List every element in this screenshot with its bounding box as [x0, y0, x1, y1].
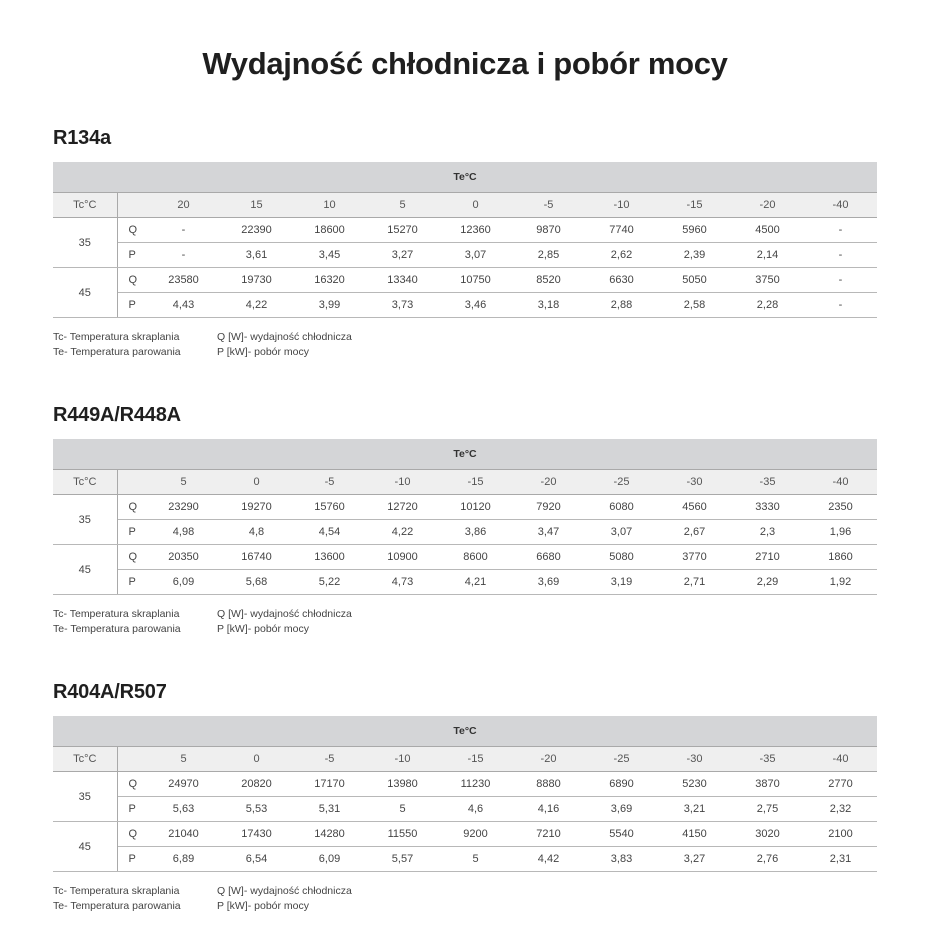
legend-te: Te- Temperatura parowania — [53, 900, 181, 912]
table-cell: 24970 — [147, 772, 220, 797]
refrigerant-section — [53, 124, 877, 360]
table-cell: - — [804, 268, 877, 293]
table-cell: 13340 — [366, 268, 439, 293]
table-cell: 5,31 — [293, 797, 366, 822]
table-cell: 17170 — [293, 772, 366, 797]
te-value-header: -40 — [804, 193, 877, 218]
table-cell: 3,61 — [220, 243, 293, 268]
table-cell: 2,75 — [731, 797, 804, 822]
table-cell: 9870 — [512, 218, 585, 243]
table-cell: 4560 — [658, 495, 731, 520]
legend-p: P [kW]- pobór mocy — [217, 900, 309, 912]
te-value-header: -30 — [658, 747, 731, 772]
table-cell: - — [147, 218, 220, 243]
metric-label: Q — [117, 218, 147, 243]
te-value-header: -25 — [585, 747, 658, 772]
metric-label: P — [117, 243, 147, 268]
table-cell: 6680 — [512, 545, 585, 570]
table-cell: 3870 — [731, 772, 804, 797]
table-cell: 1860 — [804, 545, 877, 570]
te-value-header: -15 — [439, 747, 512, 772]
te-value-header: 0 — [220, 470, 293, 495]
te-value-header: -10 — [585, 193, 658, 218]
tc-header: Tc°C — [53, 470, 117, 495]
tc-value: 45 — [53, 822, 117, 872]
legend — [53, 607, 877, 637]
table-cell: 5 — [439, 847, 512, 872]
table-cell: - — [804, 293, 877, 318]
table-cell: 8600 — [439, 545, 512, 570]
table-cell: 4,43 — [147, 293, 220, 318]
te-value-header: 0 — [439, 193, 512, 218]
table-row — [53, 797, 877, 822]
table-cell: 3,45 — [293, 243, 366, 268]
table-cell: 4,8 — [220, 520, 293, 545]
table-cell: 2,29 — [731, 570, 804, 595]
refrigerant-title: R134a — [53, 127, 111, 149]
te-header-row — [53, 439, 877, 470]
legend-te: Te- Temperatura parowania — [53, 346, 181, 358]
table-cell: 7740 — [585, 218, 658, 243]
te-value-header: 15 — [220, 193, 293, 218]
te-header-row — [53, 162, 877, 193]
tc-value: 45 — [53, 545, 117, 595]
table-cell: 2,67 — [658, 520, 731, 545]
refrigerant-title: R449A/R448A — [53, 404, 181, 426]
legend-te: Te- Temperatura parowania — [53, 623, 181, 635]
table-row — [53, 772, 877, 797]
te-header-row — [53, 716, 877, 747]
te-value-header: -40 — [804, 470, 877, 495]
table-cell: 4,22 — [366, 520, 439, 545]
table-cell: 11550 — [366, 822, 439, 847]
table-cell: - — [804, 218, 877, 243]
table-cell: - — [804, 243, 877, 268]
table-cell: 13980 — [366, 772, 439, 797]
table-cell: 8520 — [512, 268, 585, 293]
refrigerant-section — [53, 401, 877, 637]
te-value-header: -20 — [731, 193, 804, 218]
table-cell: 2350 — [804, 495, 877, 520]
table-cell: 3,46 — [439, 293, 512, 318]
table-cell: 3330 — [731, 495, 804, 520]
column-header-row — [53, 747, 877, 772]
table-cell: 3,99 — [293, 293, 366, 318]
table-cell: 3,27 — [658, 847, 731, 872]
te-value-header: -15 — [658, 193, 731, 218]
table-cell: - — [147, 243, 220, 268]
table-row — [53, 218, 877, 243]
table-cell: 6,54 — [220, 847, 293, 872]
table-cell: 10750 — [439, 268, 512, 293]
table-cell: 22390 — [220, 218, 293, 243]
table-cell: 5,63 — [147, 797, 220, 822]
legend-q: Q [W]- wydajność chłodnicza — [217, 331, 352, 343]
table-cell: 4,73 — [366, 570, 439, 595]
performance-table — [53, 162, 877, 318]
table-cell: 19270 — [220, 495, 293, 520]
metric-label: P — [117, 293, 147, 318]
tc-header: Tc°C — [53, 747, 117, 772]
te-value-header: -30 — [658, 470, 731, 495]
table-cell: 5,53 — [220, 797, 293, 822]
metric-label: Q — [117, 545, 147, 570]
table-cell: 2,88 — [585, 293, 658, 318]
table-cell: 4,22 — [220, 293, 293, 318]
table-row — [53, 268, 877, 293]
table-cell: 7210 — [512, 822, 585, 847]
legend-tc: Tc- Temperatura skraplania — [53, 885, 180, 897]
te-value-header: 5 — [147, 747, 220, 772]
metric-label: P — [117, 520, 147, 545]
te-value-header: -10 — [366, 747, 439, 772]
table-cell: 10900 — [366, 545, 439, 570]
table-cell: 2,32 — [804, 797, 877, 822]
table-cell: 4,16 — [512, 797, 585, 822]
metric-label: P — [117, 847, 147, 872]
table-cell: 8880 — [512, 772, 585, 797]
te-value-header: -10 — [366, 470, 439, 495]
table-cell: 15270 — [366, 218, 439, 243]
table-cell: 3,73 — [366, 293, 439, 318]
te-value-header: 5 — [366, 193, 439, 218]
table-cell: 16320 — [293, 268, 366, 293]
table-cell: 2,39 — [658, 243, 731, 268]
table-cell: 3,21 — [658, 797, 731, 822]
table-cell: 15760 — [293, 495, 366, 520]
table-cell: 3,07 — [439, 243, 512, 268]
table-cell: 5080 — [585, 545, 658, 570]
metric-label: P — [117, 797, 147, 822]
metric-label: Q — [117, 268, 147, 293]
te-value-header: -20 — [512, 747, 585, 772]
table-cell: 20350 — [147, 545, 220, 570]
table-row — [53, 847, 877, 872]
table-cell: 5050 — [658, 268, 731, 293]
table-cell: 1,96 — [804, 520, 877, 545]
te-value-header: 10 — [293, 193, 366, 218]
table-cell: 3,07 — [585, 520, 658, 545]
table-cell: 10120 — [439, 495, 512, 520]
legend — [53, 884, 877, 914]
table-cell: 3,69 — [585, 797, 658, 822]
table-cell: 6890 — [585, 772, 658, 797]
table-cell: 5,68 — [220, 570, 293, 595]
table-cell: 3020 — [731, 822, 804, 847]
page-title: Wydajność chłodnicza i pobór mocy — [202, 46, 728, 81]
table-cell: 2100 — [804, 822, 877, 847]
te-value-header: 0 — [220, 747, 293, 772]
table-cell: 19730 — [220, 268, 293, 293]
te-value-header: -35 — [731, 747, 804, 772]
te-header: Te°C — [53, 716, 877, 747]
table-cell: 2,31 — [804, 847, 877, 872]
table-cell: 18600 — [293, 218, 366, 243]
table-cell: 12360 — [439, 218, 512, 243]
table-cell: 20820 — [220, 772, 293, 797]
table-cell: 2,71 — [658, 570, 731, 595]
te-header: Te°C — [53, 162, 877, 193]
performance-table — [53, 439, 877, 595]
table-cell: 13600 — [293, 545, 366, 570]
table-cell: 9200 — [439, 822, 512, 847]
table-cell: 3,69 — [512, 570, 585, 595]
table-cell: 5 — [366, 797, 439, 822]
table-row — [53, 243, 877, 268]
table-cell: 2,76 — [731, 847, 804, 872]
legend-p: P [kW]- pobór mocy — [217, 346, 309, 358]
table-row — [53, 520, 877, 545]
te-value-header: -40 — [804, 747, 877, 772]
table-row — [53, 822, 877, 847]
table-cell: 3750 — [731, 268, 804, 293]
table-cell: 4,6 — [439, 797, 512, 822]
table-cell: 3,83 — [585, 847, 658, 872]
table-cell: 16740 — [220, 545, 293, 570]
legend-q: Q [W]- wydajność chłodnicza — [217, 885, 352, 897]
table-cell: 17430 — [220, 822, 293, 847]
refrigerant-title: R404A/R507 — [53, 681, 167, 703]
tc-header: Tc°C — [53, 193, 117, 218]
table-cell: 23290 — [147, 495, 220, 520]
table-cell: 2,58 — [658, 293, 731, 318]
tc-value: 45 — [53, 268, 117, 318]
table-cell: 3,18 — [512, 293, 585, 318]
table-cell: 4,21 — [439, 570, 512, 595]
table-cell: 4500 — [731, 218, 804, 243]
table-cell: 4150 — [658, 822, 731, 847]
te-value-header: -25 — [585, 470, 658, 495]
table-cell: 5230 — [658, 772, 731, 797]
performance-table — [53, 716, 877, 872]
te-value-header: -5 — [512, 193, 585, 218]
table-cell: 23580 — [147, 268, 220, 293]
tc-value: 35 — [53, 218, 117, 268]
legend-tc: Tc- Temperatura skraplania — [53, 608, 180, 620]
table-row — [53, 570, 877, 595]
table-cell: 2,62 — [585, 243, 658, 268]
metric-label: Q — [117, 822, 147, 847]
tc-value: 35 — [53, 495, 117, 545]
table-cell: 3,19 — [585, 570, 658, 595]
table-cell: 2,85 — [512, 243, 585, 268]
table-cell: 1,92 — [804, 570, 877, 595]
metric-label: P — [117, 570, 147, 595]
table-cell: 11230 — [439, 772, 512, 797]
legend-tc: Tc- Temperatura skraplania — [53, 331, 180, 343]
legend-q: Q [W]- wydajność chłodnicza — [217, 608, 352, 620]
table-row — [53, 293, 877, 318]
table-cell: 2,28 — [731, 293, 804, 318]
te-value-header: -20 — [512, 470, 585, 495]
table-cell: 2,3 — [731, 520, 804, 545]
table-row — [53, 545, 877, 570]
table-cell: 2,14 — [731, 243, 804, 268]
table-cell: 4,42 — [512, 847, 585, 872]
table-cell: 7920 — [512, 495, 585, 520]
column-header-row — [53, 193, 877, 218]
metric-label: Q — [117, 772, 147, 797]
legend — [53, 330, 877, 360]
table-cell: 2710 — [731, 545, 804, 570]
te-value-header: 20 — [147, 193, 220, 218]
tc-value: 35 — [53, 772, 117, 822]
table-cell: 3770 — [658, 545, 731, 570]
legend-p: P [kW]- pobór mocy — [217, 623, 309, 635]
te-value-header: -35 — [731, 470, 804, 495]
table-cell: 4,98 — [147, 520, 220, 545]
table-cell: 21040 — [147, 822, 220, 847]
te-value-header: -15 — [439, 470, 512, 495]
table-cell: 2770 — [804, 772, 877, 797]
table-cell: 3,47 — [512, 520, 585, 545]
table-cell: 5,57 — [366, 847, 439, 872]
table-cell: 3,27 — [366, 243, 439, 268]
table-cell: 5,22 — [293, 570, 366, 595]
table-row — [53, 495, 877, 520]
refrigerant-section — [53, 678, 877, 914]
table-cell: 5960 — [658, 218, 731, 243]
te-value-header: -5 — [293, 747, 366, 772]
table-cell: 6630 — [585, 268, 658, 293]
table-cell: 6,89 — [147, 847, 220, 872]
table-cell: 14280 — [293, 822, 366, 847]
table-cell: 6080 — [585, 495, 658, 520]
te-value-header: -5 — [293, 470, 366, 495]
metric-label: Q — [117, 495, 147, 520]
table-cell: 12720 — [366, 495, 439, 520]
column-header-row — [53, 470, 877, 495]
table-cell: 6,09 — [293, 847, 366, 872]
table-cell: 4,54 — [293, 520, 366, 545]
table-cell: 3,86 — [439, 520, 512, 545]
te-value-header: 5 — [147, 470, 220, 495]
te-header: Te°C — [53, 439, 877, 470]
table-cell: 6,09 — [147, 570, 220, 595]
table-cell: 5540 — [585, 822, 658, 847]
